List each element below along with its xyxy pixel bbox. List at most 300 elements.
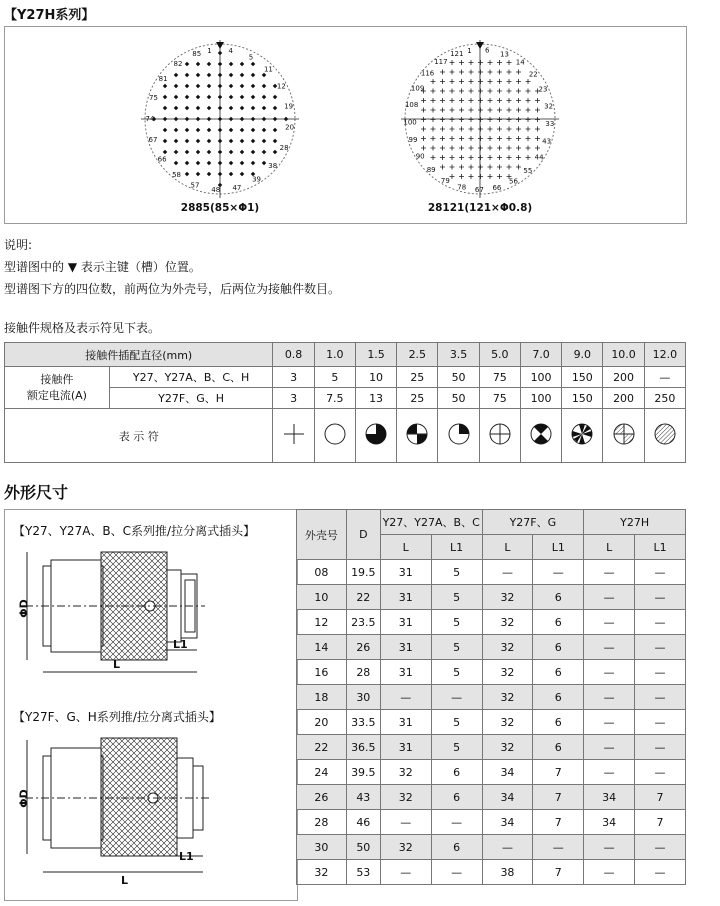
pin-number-label: 82: [173, 59, 183, 68]
pin-cross: [431, 108, 436, 113]
table-row: [297, 785, 686, 810]
pin-number-label: 58: [172, 170, 181, 179]
pin-cross: [421, 117, 426, 122]
plug1-title: 【Y27、Y27A、B、C系列推/拉分离式插头】: [13, 524, 256, 538]
pin-cross: [516, 165, 521, 170]
table-cell: 12: [297, 610, 347, 635]
current-value: 200: [603, 388, 644, 409]
plug1-drawing: [5, 540, 295, 690]
table-cell: —: [431, 810, 482, 835]
table-cell: 34: [482, 785, 533, 810]
table-cell: 18: [297, 685, 347, 710]
pin-dot: [185, 117, 190, 122]
pin-cross: [469, 117, 474, 122]
pin-dot: [207, 95, 212, 100]
plug1-l1-label: L1: [173, 638, 188, 651]
pin-cross: [478, 127, 483, 132]
pin-dot: [218, 172, 223, 177]
table-cell: —: [635, 635, 686, 660]
notes-title: 说明:: [4, 238, 33, 252]
quarter-filled-symbol-icon: [355, 409, 396, 463]
pin-cross: [459, 89, 464, 94]
pin-cross: [440, 98, 445, 103]
table-row: [297, 685, 686, 710]
pin-dot: [262, 139, 267, 144]
pin-cross: [516, 89, 521, 94]
pin-dot: [163, 128, 168, 133]
pin-dot: [185, 172, 190, 177]
pin-dot: [218, 62, 223, 67]
pin-cross: [469, 98, 474, 103]
group-header: Y27H: [584, 510, 686, 535]
table-cell: 39.5: [346, 760, 380, 785]
current-value: 25: [397, 367, 438, 388]
pin-dot: [229, 172, 234, 177]
pin-cross: [459, 136, 464, 141]
pin-number-label: 109: [410, 84, 425, 93]
table-cell: 5: [431, 610, 482, 635]
pin-number-label: 1: [467, 46, 472, 55]
pin-number-label: 4: [228, 46, 234, 55]
table-cell: 6: [533, 610, 584, 635]
current-value: 7.5: [314, 388, 355, 409]
table-cell: —: [482, 835, 533, 860]
group-header: Y27、Y27A、B、C: [380, 510, 482, 535]
pin-cross: [497, 127, 502, 132]
table-cell: 50: [346, 835, 380, 860]
table-cell: 19.5: [346, 560, 380, 585]
symbol-row: [5, 409, 686, 463]
table-cell: 32: [482, 635, 533, 660]
pin-dot: [196, 128, 201, 133]
pin-cross: [497, 136, 502, 141]
pin-dot: [229, 62, 234, 67]
diameter-cell: 3.5: [438, 343, 479, 367]
table-row: [297, 735, 686, 760]
pin-dot: [185, 95, 190, 100]
pin-dot: [207, 106, 212, 111]
table-cell: —: [584, 660, 635, 685]
table-cell: 16: [297, 660, 347, 685]
diameter-cell: 0.8: [273, 343, 314, 367]
current-value: 50: [438, 367, 479, 388]
pin-dot: [218, 51, 223, 56]
table-cell: 10: [297, 585, 347, 610]
pin-cross: [488, 60, 493, 65]
pin-number-label: 74: [145, 115, 155, 124]
pin-dot: [273, 128, 278, 133]
pin-cross: [516, 98, 521, 103]
pin-cross: [507, 155, 512, 160]
pin-dot: [273, 150, 278, 155]
pin-number-label: 117: [434, 57, 448, 66]
pin-cross: [440, 89, 445, 94]
pin-cross: [459, 146, 464, 151]
pin-number-label: 57: [190, 181, 200, 190]
diameter-cell: 2.5: [397, 343, 438, 367]
table-cell: 32: [297, 860, 347, 885]
table-cell: 6: [533, 685, 584, 710]
current-row-1: [5, 367, 686, 388]
pin-cross: [459, 127, 464, 132]
table-cell: 31: [380, 585, 431, 610]
sub-header: L1: [533, 535, 584, 560]
table-cell: 34: [584, 810, 635, 835]
table-cell: 22: [297, 735, 347, 760]
table-cell: 34: [482, 810, 533, 835]
pinout-121-diagram: [385, 35, 575, 203]
current-value: 13: [355, 388, 396, 409]
pin-number-label: 28: [279, 144, 289, 153]
pin-dot: [262, 106, 267, 111]
pin-dot: [163, 139, 168, 144]
pin-number-label: 116: [420, 69, 435, 78]
plus-symbol-icon: [273, 409, 314, 463]
key-marker-icon: [476, 42, 484, 49]
pin-cross: [421, 108, 426, 113]
pin-number-label: 39: [252, 175, 261, 184]
pin-cross: [516, 117, 521, 122]
pin-cross: [440, 146, 445, 151]
table-cell: —: [584, 735, 635, 760]
pin-dot: [273, 106, 278, 111]
col-shell-header: 外壳号: [297, 510, 347, 560]
table-cell: —: [380, 685, 431, 710]
pin-dot: [163, 84, 168, 89]
notes-line-2: 型谱图下方的四位数，前两位为外壳号，后两位为接触件数目。: [4, 282, 341, 296]
table-cell: 26: [297, 785, 347, 810]
sub-header: L: [584, 535, 635, 560]
pin-dot: [262, 84, 267, 89]
pin-cross: [488, 117, 493, 122]
table-cell: 32: [380, 785, 431, 810]
pin-dot: [207, 117, 212, 122]
pin-dot: [240, 172, 245, 177]
pin-dot: [240, 117, 245, 122]
quarter-solid-symbol-icon: [438, 409, 479, 463]
table-cell: —: [533, 835, 584, 860]
pin-dot: [207, 139, 212, 144]
pin-cross: [507, 136, 512, 141]
pin-cross: [497, 108, 502, 113]
pin-dot: [218, 73, 223, 78]
pin-cross: [516, 127, 521, 132]
pin-number-label: 12: [276, 82, 286, 91]
table-cell: 7: [533, 860, 584, 885]
table-cell: 31: [380, 710, 431, 735]
pin-number-label: 23: [538, 85, 548, 94]
pin-cross: [440, 79, 445, 84]
pin-cross: [440, 127, 445, 132]
table-cell: 31: [380, 635, 431, 660]
pin-dot: [218, 150, 223, 155]
table-cell: 6: [533, 635, 584, 660]
table-cell: —: [635, 735, 686, 760]
table-cell: 14: [297, 635, 347, 660]
pin-cross: [526, 117, 531, 122]
pin-cross: [478, 146, 483, 151]
pin-dot: [207, 150, 212, 155]
table-cell: 24: [297, 760, 347, 785]
pin-cross: [535, 117, 540, 122]
table-row: [297, 585, 686, 610]
table-cell: —: [584, 635, 635, 660]
pin-number-label: 5: [248, 53, 254, 62]
pin-cross: [535, 136, 540, 141]
pin-cross: [450, 98, 455, 103]
pin-cross: [516, 108, 521, 113]
table-cell: —: [584, 610, 635, 635]
current-value: 3: [273, 388, 314, 409]
pin-number-label: 78: [457, 183, 467, 192]
pin-cross: [469, 174, 474, 179]
pin-cross: [421, 98, 426, 103]
table-cell: 28: [297, 810, 347, 835]
pin-number-label: 99: [408, 136, 418, 145]
current-value: 150: [562, 367, 603, 388]
pin-cross: [488, 108, 493, 113]
half-cross-symbol-icon: [397, 409, 438, 463]
pin-cross: [459, 117, 464, 122]
pin-cross: [450, 60, 455, 65]
pin-cross: [507, 146, 512, 151]
table-cell: 31: [380, 610, 431, 635]
pin-number-label: 38: [268, 162, 278, 171]
pin-dot: [218, 95, 223, 100]
table-cell: —: [635, 585, 686, 610]
table-cell: 5: [431, 660, 482, 685]
pin-dot: [251, 117, 256, 122]
pin-dot: [163, 106, 168, 111]
pin-cross: [488, 127, 493, 132]
pin-cross: [431, 155, 436, 160]
pin-dot: [174, 106, 179, 111]
table-cell: —: [635, 860, 686, 885]
pin-cross: [488, 155, 493, 160]
pin-number-label: 79: [440, 176, 450, 185]
table-cell: 7: [533, 810, 584, 835]
table-cell: —: [635, 660, 686, 685]
pin-cross: [450, 136, 455, 141]
table-cell: —: [584, 685, 635, 710]
pin-dot: [207, 73, 212, 78]
table-cell: 33.5: [346, 710, 380, 735]
pin-cross: [497, 174, 502, 179]
table-cell: 7: [533, 785, 584, 810]
pin-cross: [478, 70, 483, 75]
sub-header: L1: [635, 535, 686, 560]
key-marker-icon: [216, 42, 224, 49]
pin-cross: [488, 98, 493, 103]
pin-dot: [251, 84, 256, 89]
pin-cross: [469, 79, 474, 84]
dim-header-row-1: [297, 510, 686, 535]
group-header: Y27F、G: [482, 510, 584, 535]
pin-dot: [174, 128, 179, 133]
pin-dot: [251, 128, 256, 133]
pin-number-label: 66: [492, 183, 502, 192]
table-row: [297, 610, 686, 635]
table-cell: —: [584, 860, 635, 885]
pin-cross: [431, 117, 436, 122]
diameter-cell: 5.0: [479, 343, 520, 367]
pin-dot: [240, 139, 245, 144]
pin-cross: [459, 174, 464, 179]
table-cell: 34: [584, 785, 635, 810]
notes-line-1: 型谱图中的 ▼ 表示主键（槽）位置。: [4, 260, 201, 274]
plug1-l-label: L: [113, 658, 121, 671]
pin-dot: [185, 62, 190, 67]
pin-dot: [229, 106, 234, 111]
table-cell: 6: [533, 735, 584, 760]
pin-dot: [251, 150, 256, 155]
table-cell: 5: [431, 635, 482, 660]
pin-cross: [507, 60, 512, 65]
pin-number-label: 19: [284, 102, 294, 111]
pin-cross: [526, 127, 531, 132]
table-cell: 53: [346, 860, 380, 885]
pin-cross: [497, 117, 502, 122]
table-cell: 36.5: [346, 735, 380, 760]
pin-cross: [469, 60, 474, 65]
pin-cross: [497, 146, 502, 151]
pin-cross: [450, 108, 455, 113]
pin-dot: [207, 172, 212, 177]
table-cell: 38: [482, 860, 533, 885]
pin-cross: [478, 108, 483, 113]
pin-cross: [431, 146, 436, 151]
table-cell: 6: [431, 785, 482, 810]
pin-dot: [163, 95, 168, 100]
pin-cross: [459, 60, 464, 65]
pin-cross: [450, 127, 455, 132]
table-row: [297, 835, 686, 860]
table-cell: 32: [482, 585, 533, 610]
pin-dot: [240, 128, 245, 133]
pin-cross: [421, 146, 426, 151]
pin-cross: [421, 127, 426, 132]
table-row: [297, 760, 686, 785]
table-cell: 6: [533, 585, 584, 610]
pin-number-label: 22: [528, 70, 538, 79]
pin-dot: [185, 150, 190, 155]
pin-dot: [207, 161, 212, 166]
plug2-drawing: [5, 726, 295, 886]
pin-cross: [450, 165, 455, 170]
pin-dot: [185, 161, 190, 166]
pin-dot: [174, 161, 179, 166]
pin-cross: [459, 70, 464, 75]
current-value: 200: [603, 367, 644, 388]
pin-cross: [507, 89, 512, 94]
pin-dot: [207, 128, 212, 133]
pin-dot: [196, 161, 201, 166]
pin-dot: [196, 62, 201, 67]
pin-cross: [535, 127, 540, 132]
pin-cross: [535, 98, 540, 103]
current-value: 100: [520, 388, 561, 409]
pinout-121-caption: 28121(121×Φ0.8): [427, 202, 533, 214]
table-cell: 7: [533, 760, 584, 785]
pin-cross: [469, 108, 474, 113]
pin-dot: [251, 161, 256, 166]
pin-cross: [459, 79, 464, 84]
hatched-full-symbol-icon: [644, 409, 685, 463]
current-value: 100: [520, 367, 561, 388]
pin-cross: [450, 174, 455, 179]
table-cell: 30: [346, 685, 380, 710]
pin-dot: [196, 117, 201, 122]
pin-number-label: 66: [157, 155, 167, 164]
pin-cross: [478, 79, 483, 84]
pin-dot: [218, 117, 223, 122]
pin-cross: [459, 108, 464, 113]
table-cell: 6: [533, 660, 584, 685]
table-row: [297, 560, 686, 585]
table-cell: 7: [635, 810, 686, 835]
diameter-cell: 12.0: [644, 343, 685, 367]
pin-dot: [229, 128, 234, 133]
table-cell: —: [482, 560, 533, 585]
table-row: [297, 810, 686, 835]
table-cell: 6: [431, 760, 482, 785]
pin-dot: [218, 84, 223, 89]
current-value: 5: [314, 367, 355, 388]
table-cell: 32: [482, 660, 533, 685]
pin-cross: [516, 136, 521, 141]
sub-header: L1: [431, 535, 482, 560]
pin-cross: [431, 89, 436, 94]
pin-cross: [469, 89, 474, 94]
pin-dot: [262, 117, 267, 122]
pin-dot: [229, 161, 234, 166]
spec-header-row: [5, 343, 686, 367]
pin-cross: [516, 79, 521, 84]
pin-cross: [478, 89, 483, 94]
pin-dot: [240, 161, 245, 166]
pin-number-label: 20: [285, 123, 295, 132]
pin-dot: [251, 62, 256, 67]
pin-cross: [459, 155, 464, 160]
table-cell: —: [635, 560, 686, 585]
pin-cross: [507, 70, 512, 75]
pin-dot: [229, 95, 234, 100]
pin-cross: [478, 136, 483, 141]
pin-dot: [207, 62, 212, 67]
table-cell: —: [635, 835, 686, 860]
pin-cross: [469, 146, 474, 151]
table-cell: —: [584, 560, 635, 585]
pin-cross: [478, 155, 483, 160]
pin-cross: [488, 136, 493, 141]
current-value: 75: [479, 367, 520, 388]
pin-cross: [450, 89, 455, 94]
pin-dot: [240, 95, 245, 100]
table-row: [297, 635, 686, 660]
pin-cross: [516, 146, 521, 151]
table-cell: 26: [346, 635, 380, 660]
diameter-cell: 7.0: [520, 343, 561, 367]
table-cell: 6: [431, 835, 482, 860]
table-cell: —: [380, 860, 431, 885]
pin-cross: [526, 136, 531, 141]
pin-number-label: 121: [450, 49, 464, 58]
table-cell: —: [635, 760, 686, 785]
pin-cross: [497, 155, 502, 160]
pin-dot: [240, 73, 245, 78]
spec-intro: 接触件规格及表示符见下表。: [4, 321, 161, 335]
pin-cross: [431, 127, 436, 132]
